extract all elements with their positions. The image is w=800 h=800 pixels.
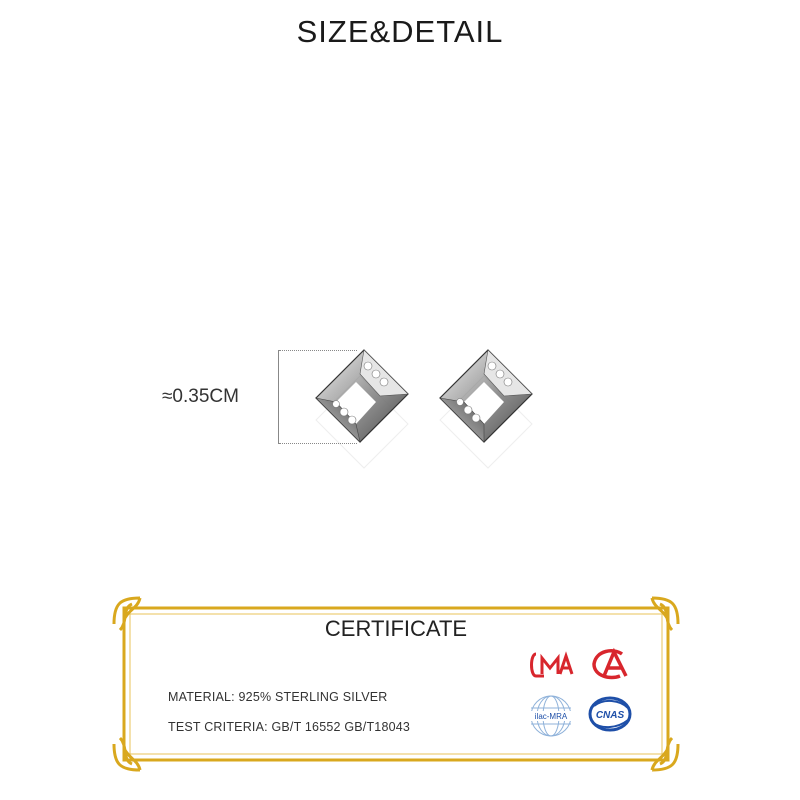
svg-text:CNAS: CNAS [595, 710, 625, 721]
cma-logo-icon [528, 650, 576, 680]
ca-logo-icon [588, 646, 636, 682]
dimension-label: ≈0.35CM [162, 386, 239, 407]
cnas-logo-icon [586, 694, 634, 734]
material-text: MATERIAL: 925% STERLING SILVER [168, 690, 388, 704]
certificate-title: CERTIFICATE [324, 616, 468, 641]
earring-right [428, 346, 548, 476]
ilac-mra-logo-icon [528, 694, 574, 738]
earring-left [296, 346, 416, 476]
svg-text:ilac-MRA: ilac-MRA [534, 712, 568, 721]
certificate-panel [110, 594, 682, 774]
page-title: SIZE&DETAIL [296, 14, 504, 49]
test-criteria-text: TEST CRITERIA: GB/T 16552 GB/T18043 [168, 720, 411, 734]
